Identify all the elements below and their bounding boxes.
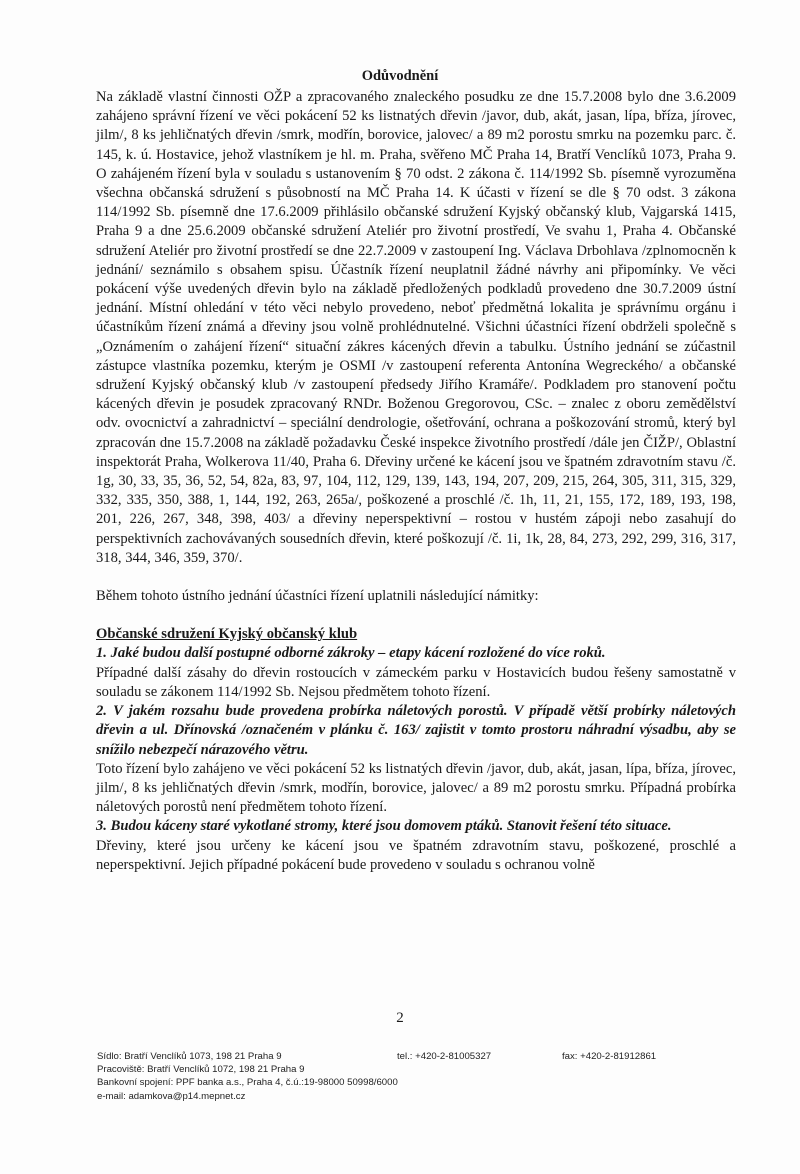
letterhead-footer	[97, 1050, 737, 1103]
objection-question-2: 2. V jakém rozsahu bude provedena probírka náletových porostů. V případě větší probírky náletových dřevin a ul. Dřínovská /označeném v plánku č. 163/ zajistit v tomto prostoru náhradní výsadbu, aby se snížilo nebezpečí nárazového větru.	[96, 703, 736, 758]
footer-workplace: Pracoviště: Bratří Venclíků 1072, 198 21 Praha 9	[97, 1064, 305, 1076]
footer-row-address	[97, 1050, 737, 1063]
main-paragraph: Na základě vlastní činnosti OŽP a zpracovaného znaleckého posudku ze dne 15.7.2008 bylo dne 3.6.2009 zahájeno správní řízení ve věci pokácení 52 ks listnatých dřevin /javor, dub, akát, jasan, lípa, bříza, jírovec, jilm/, 8 ks jehličnatých dřevin /smrk, modřín, borovice, jalovec/ a 89 m2 porostu smrku na pozemku parc. č. 145, k. ú. Hostavice, jehož vlastníkem je hl. m. Praha, svěřeno MČ Praha 14, Bratří Venclíků 1073, Praha 9. O zahájeném řízení byla v souladu s ustanovením § 70 odst. 2 zákona č. 114/1992 Sb. písemně vyrozuměna všechna občanská sdružení s působností na MČ Praha 14. K účasti v řízení se dle § 70 odst. 3 zákona 114/1992 Sb. písemně dne 17.6.2009 přihlásilo občanské sdružení Kyjský občanský klub, Vajgarská 1415, Praha 9 a dne 25.6.2009 občanské sdružení Ateliér pro životní prostředí, Ve svahu 1, Praha 4. Občanské sdružení Ateliér pro životní prostředí se dne 22.7.2009 v zastoupení Ing. Václava Drbohlava /zplnomocněn k jednání/ seznámilo s obsahem spisu. Účastník řízení neuplatnil žádné návrhy ani připomínky. Ve věci pokácení výše uvedených dřevin bylo na základě předložených podkladů provedeno dne 30.7.2009 ústní jednání. Místní ohledání v této věci nebylo provedeno, neboť předmětná lokalita je správnímu orgánu i účastníkům řízení známá a dřeviny jsou volně prohlédnutelné. Všichni účastníci řízení obdrželi společně s „Oznámením o zahájení řízení“ situační zákres kácených dřevin a tabulku. Ústního jednání se zúčastnil zástupce vlastníka pozemku, kterým je OSMI /v zastoupení referenta Antonína Wegreckého/ a občanské sdružení Kyjský občanský klub /v zastoupení předsedy Jiřího Kramáře/. Podkladem pro stanovení počtu kácených dřevin je posudek zpracovaný RNDr. Boženou Gregorovou, CSc. – znalec z oboru zemědělství odv. ovocnictví a zahradnictví – speciální dendrologie, ošetřování, ochrana a poškozování stromů, který byl zpracován dne 15.7.2008 na základě požadavku České inspekce životního prostředí /dále jen ČIŽP/, Oblastní inspektorát Praha, Wolkerova 11/40, Praha 6. Dřeviny určené ke kácení jsou ve špatném zdravotním stavu /č. 1g, 30, 33, 35, 36, 52, 54, 82a, 83, 97, 104, 112, 129, 139, 143, 194, 207, 209, 215, 264, 305, 311, 315, 329, 332, 335, 350, 388, 1, 144, 192, 263, 265a/, poškozené a proschlé /č. 1h, 11, 21, 155, 172, 189, 193, 198, 201, 226, 267, 348, 398, 403/ a dřeviny neperspektivní – rostou v hustém zápoji nebo zasahují do perspektivních zachovávaných sousedních dřevin, které poškozují /č. 1i, 1k, 28, 84, 273, 292, 299, 316, 317, 318, 344, 346, 359, 370/.	[96, 89, 736, 566]
page-title: Odůvodnění	[361, 68, 439, 84]
objection-answer-3: Dřeviny, které jsou určeny ke kácení jsou ve špatném zdravotním stavu, poškozené, proschlé a neperspektivní. Jejich případné pokácení bude provedeno v souladu s ochranou volně	[96, 837, 736, 873]
objections-intro-paragraph: Během tohoto ústního jednání účastníci řízení uplatnili následující námitky:	[96, 588, 539, 605]
objection-question-3: 3. Budou káceny staré vykotlané stromy, které jsou domovem ptáků. Stanovit řešení této situace.	[96, 818, 672, 835]
footer-fax: fax: +420-2-81912861	[562, 1051, 657, 1062]
footer-bank: Bankovní spojení: PPF banka a.s., Praha 4, č.ú.:19-98000 50998/6000	[97, 1077, 398, 1089]
footer-telephone: tel.: +420-2-81005327	[397, 1051, 492, 1062]
page-number: 2	[396, 1010, 404, 1026]
document-body	[96, 88, 736, 875]
footer-address: Sídlo: Bratří Venclíků 1073, 198 21 Praha 9	[97, 1051, 282, 1062]
section-heading: Občanské sdružení Kyjský občanský klub	[96, 626, 358, 643]
objection-question-1: 1. Jaké budou další postupné odborné zákroky – etapy kácení rozložené do více roků.	[96, 645, 606, 662]
objection-answer-1: Případné další zásahy do dřevin rostoucích v zámeckém parku v Hostavicích budou řešeny samostatně v souladu se zákonem 114/1992 Sb. Nejsou předmětem tohoto řízení.	[96, 664, 736, 700]
footer-email: e-mail: adamkova@p14.mepnet.cz	[97, 1090, 246, 1102]
objection-answer-2: Toto řízení bylo zahájeno ve věci pokácení 52 ks listnatých dřevin /javor, dub, akát, jasan, lípa, bříza, jírovec, jilm/, 8 ks jehličnatých dřevin /smrk, modřín, borovice, jalovec/ a 89 m2 porostu smrku. Případná probírka náletových porostů není předmětem tohoto řízení.	[96, 760, 736, 816]
